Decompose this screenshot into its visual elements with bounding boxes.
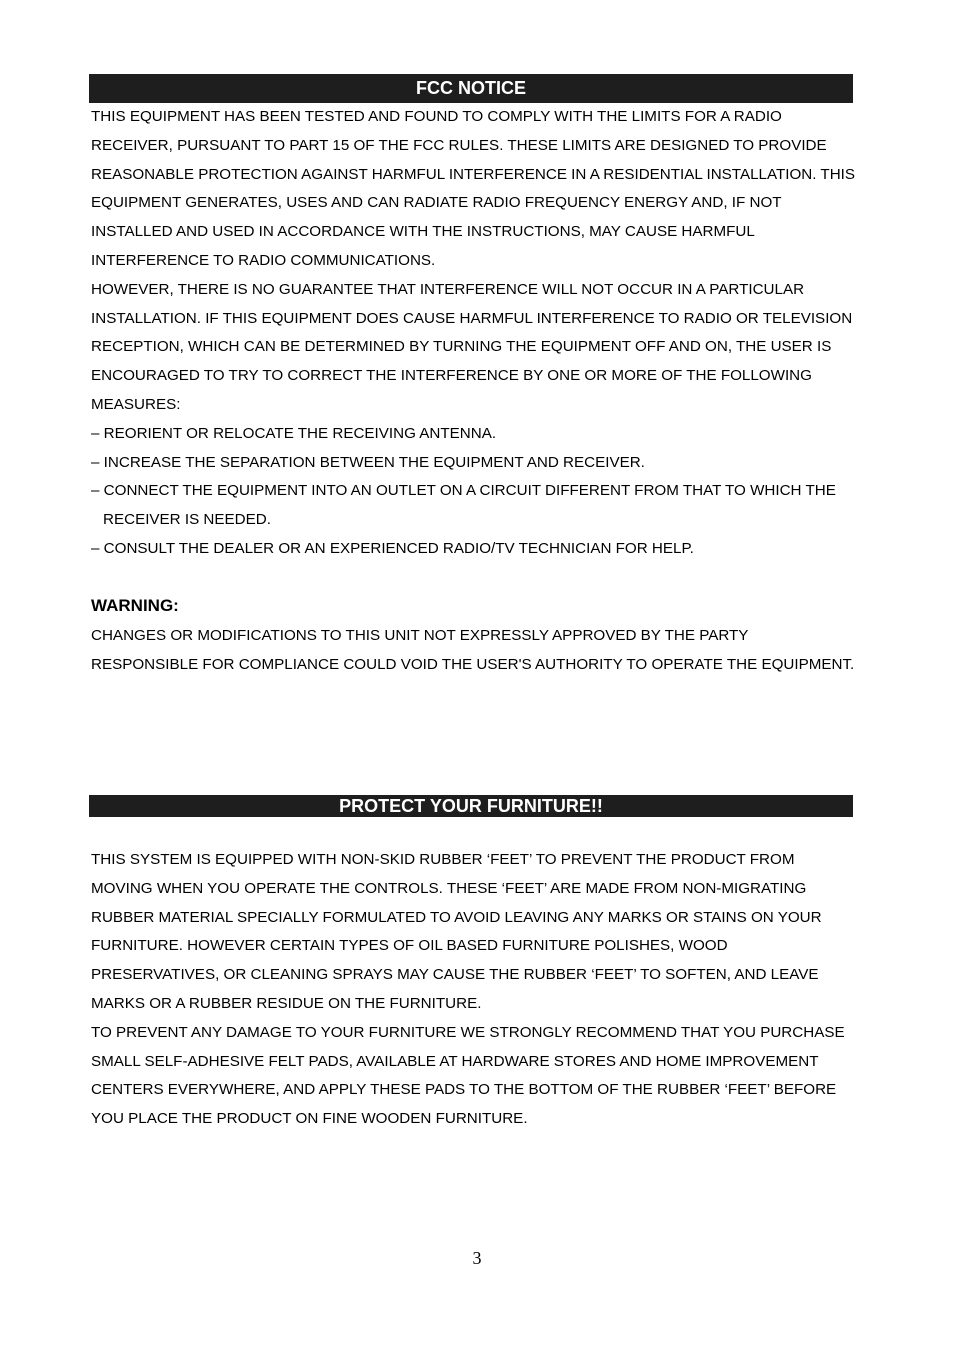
page-number: 3	[472, 1248, 482, 1268]
fcc-notice-body	[91, 103, 857, 564]
furniture-paragraph-2: TO PREVENT ANY DAMAGE TO YOUR FURNITURE WE STRONGLY RECOMMEND THAT YOU PURCHASE SMALL SELF-ADHESIVE FELT PADS, AVAILABLE AT HARDWARE STORES AND HOME IMPROVEMENT CENTERS EVERYWHERE, AND APPLY THESE PADS TO THE BOTTOM OF THE RUBBER ‘FEET’ BEFORE YOU PLACE THE PRODUCT ON FINE WOODEN FURNITURE.	[91, 1023, 845, 1128]
fcc-measure-item: – REORIENT OR RELOCATE THE RECEIVING ANTENNA.	[91, 424, 497, 442]
protect-furniture-body	[91, 846, 857, 1134]
fcc-measure-item: – CONNECT THE EQUIPMENT INTO AN OUTLET ON A CIRCUIT DIFFERENT FROM THAT TO WHICH THE RECEIVER IS NEEDED.	[91, 482, 836, 529]
warning-heading: WARNING:	[91, 596, 179, 615]
fcc-paragraph-1: THIS EQUIPMENT HAS BEEN TESTED AND FOUND TO COMPLY WITH THE LIMITS FOR A RADIO RECEIVER, PURSUANT TO PART 15 OF THE FCC RULES. THESE LIMITS ARE DESIGNED TO PROVIDE REASONABLE PROTECTION AGAINST HARMFUL INTERFERENCE IN A RESIDENTIAL INSTALLATION. THIS EQUIPMENT GENERATES, USES AND CAN RADIATE RADIO FREQUENCY ENERGY AND, IF NOT INSTALLED AND USED IN ACCORDANCE WITH THE INSTRUCTIONS, MAY CAUSE HARMFUL INTERFERENCE TO RADIO COMMUNICATIONS.	[91, 108, 856, 269]
warning-text: CHANGES OR MODIFICATIONS TO THIS UNIT NOT EXPRESSLY APPROVED BY THE PARTY RESPONSIBLE FOR COMPLIANCE COULD VOID THE USER'S AUTHORITY TO OPERATE THE EQUIPMENT.	[91, 627, 855, 673]
warning-body	[91, 622, 857, 680]
furniture-paragraph-1: THIS SYSTEM IS EQUIPPED WITH NON-SKID RUBBER ‘FEET’ TO PREVENT THE PRODUCT FROM MOVING WHEN YOU OPERATE THE CONTROLS. THESE ‘FEET’ ARE MADE FROM NON-MIGRATING RUBBER MATERIAL SPECIALLY FORMULATED TO AVOID LEAVING ANY MARKS OR STAINS ON YOUR FURNITURE. HOWEVER CERTAIN TYPES OF OIL BASED FURNITURE POLISHES, WOOD PRESERVATIVES, OR CLEANING SPRAYS MAY CAUSE THE RUBBER ‘FEET’ TO SOFTEN, AND LEAVE MARKS OR A RUBBER RESIDUE ON THE FURNITURE.	[91, 851, 822, 1012]
protect-furniture-heading: PROTECT YOUR FURNITURE!!	[89, 795, 853, 817]
fcc-paragraph-2: HOWEVER, THERE IS NO GUARANTEE THAT INTERFERENCE WILL NOT OCCUR IN A PARTICULAR INSTALLATION. IF THIS EQUIPMENT DOES CAUSE HARMFUL INTERFERENCE TO RADIO OR TELEVISION RECEPTION, WHICH CAN BE DETERMINED BY TURNING THE EQUIPMENT OFF AND ON, THE USER IS ENCOURAGED TO TRY TO CORRECT THE INTERFERENCE BY ONE OR MORE OF THE FOLLOWING MEASURES:	[91, 280, 853, 413]
fcc-notice-heading: FCC NOTICE	[89, 74, 853, 103]
fcc-measure-item: – INCREASE THE SEPARATION BETWEEN THE EQUIPMENT AND RECEIVER.	[91, 453, 645, 471]
fcc-measure-item: – CONSULT THE DEALER OR AN EXPERIENCED RADIO/TV TECHNICIAN FOR HELP.	[91, 539, 694, 557]
